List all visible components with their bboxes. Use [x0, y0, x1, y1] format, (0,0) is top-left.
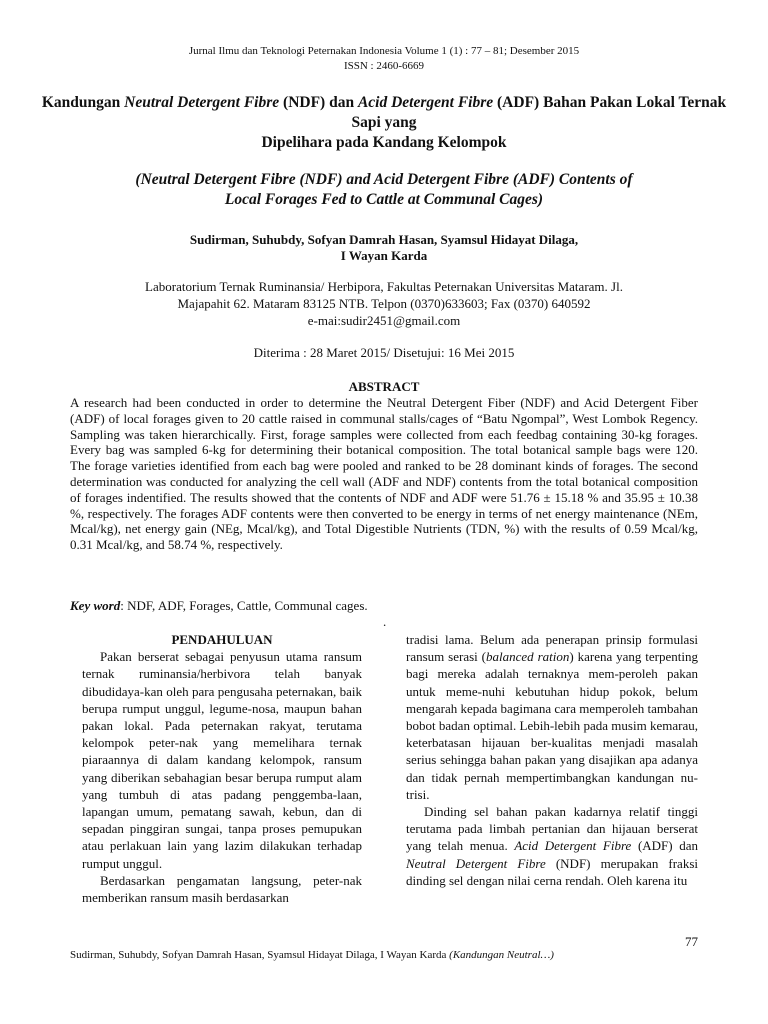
title-part4: Acid Detergent Fibre: [357, 94, 494, 111]
right-column: [406, 631, 698, 889]
page-number: 77: [685, 934, 698, 949]
footer-short-title: (Kandungan Neutral…): [449, 949, 554, 961]
issn: ISSN : 2460-6669: [343, 60, 425, 72]
abstract-text: A research had been conducted in order to determine the Neutral Detergent Fiber (NDF) and Acid Detergent Fiber (ADF) of local forages given to 20 cattle raised in communal stalls/cages of “Batu Ngompal”, West Lombok Regency. Sampling was taken hierarchically. First, forage samples were collected from each feedbag containing 30-kg forages. Every bag was sampled 6-kg for determining their botanical composition. The total botanical sample bags were 120. The forage varieties identified from each bag were pooled and ranked to be 28 dominant kinds of forages. The second determination was conducted for analyzing the cell wall (ADF and NDF) contents from the total botanical composition of forages indentified. The results showed that the contents of NDF and ADF were 51.76 ± 15.18 % and 35.95 ± 10.38 %, respectively. The forages ADF contents were then converted to be energy in terms of net energy maintenance (NEm, Mcal/kg), net energy gain (NEg, Mcal/kg), and Total Digestible Nutrients (TDN, %) with the results of 0.59 Mcal/kg, 0.31 Mcal/kg, and 58.74 %, respectively.: [70, 395, 698, 553]
title-part1: Kandungan: [41, 94, 125, 111]
english-title-line2: Local Forages Fed to Cattle at Communal Cages): [224, 191, 544, 208]
authors-line1: Sudirman, Suhubdy, Sofyan Damrah Hasan, Syamsul Hidayat Dilaga,: [189, 232, 579, 247]
abstract-heading: ABSTRACT: [348, 379, 420, 394]
affiliation-line2: Majapahit 62. Mataram 83125 NTB. Telpon (0370)633603; Fax (0370) 640592: [177, 296, 591, 311]
right-p2-mid: (ADF) dan: [631, 838, 699, 854]
right-paragraph-2: [406, 803, 698, 889]
title-part5: (ADF) Bahan Pakan Lokal Ternak Sapi yang: [351, 94, 727, 131]
keywords-list: : NDF, ADF, Forages, Cattle, Communal cages.: [120, 598, 368, 613]
right-p2-italic-ndf: Neutral Detergent Fibre: [406, 855, 546, 871]
footer-authors: Sudirman, Suhubdy, Sofyan Damrah Hasan, Syamsul Hidayat Dilaga, I Wayan Karda: [70, 949, 450, 961]
english-title-line1: (Neutral Detergent Fibre (NDF) and Acid Detergent Fibre (ADF) Contents of: [135, 171, 633, 188]
keywords-label: Key word: [70, 598, 121, 613]
authors: [100, 232, 668, 264]
title-part2: Neutral Detergent Fibre: [124, 94, 280, 111]
affiliation-line1: Laboratorium Ternak Ruminansia/ Herbipora, Fakultas Peternakan Universitas Mataram. Jl.: [145, 279, 623, 294]
right-p2-start: Dinding sel bahan pakan kadarnya relatif tinggi terutama pada limbah pertanian dan hijauan berserat yang telah menua.: [406, 804, 698, 854]
received-accepted-dates: Diterima : 28 Maret 2015/ Disetujui: 16 Mei 2015: [253, 345, 515, 360]
left-paragraph-2: Berdasarkan pengamatan langsung, peter-nak memberikan ransum masih berdasarkan: [82, 872, 362, 906]
keywords: [70, 598, 698, 614]
right-p1-end: ) karena yang terpenting bagi mereka adalah ternaknya mem-peroleh pakan untuk meme-nuhi kebutuhan hidup pokok, belum mengarah kepada bagimana cara memperoleh tambahan bobot badan optimal. Lebih-lebih pada musim kemarau, keterbatasan hijauan ber-kualitas menjadi masalah serius sehingga bahan pakan yang disajikan apa adanya dan tidak pernah mempertimbangkan kandungan nu-trisi.: [406, 649, 699, 802]
right-p2-end: (NDF) merupakan fraksi dinding sel dengan nilai cerna rendah. Oleh karena itu: [406, 855, 698, 888]
separator-dot: .: [383, 614, 387, 629]
title-line3: Dipelihara pada Kandang Kelompok: [261, 134, 507, 151]
title-part3: (NDF) dan: [279, 94, 358, 111]
abstract-body: [70, 395, 698, 553]
authors-line2: I Wayan Karda: [340, 248, 428, 263]
footer-citation: [70, 948, 698, 962]
affiliation-email: e-mai:sudir2451@gmail.com: [307, 313, 461, 328]
left-paragraph-1: Pakan berserat sebagai penyusun utama ransum ternak ruminansia/herbivora telah banyak dibudidaya-kan oleh para pengusaha peternakan, baik berupa rumput unggul, legume-nosa, maupun bahan pakan lokal. Pada peternakan rakyat, terutama kelompok peter-nak yang memelihara ternak piaraannya di dalam kandang kelompok, ransum yang diberikan sebahagian besar berupa rumput alam yang tumbuh di atas padang penggemba-laan, lapangan umum, pematang sawah, kebun, dan di sepadan pinggiran sungai, tanpa proses pemupukan atau perlakuan lain yang lazim dilakukan terhadap rumput unggul.: [82, 649, 362, 871]
right-p1-start: tradisi lama. Belum ada penerapan prinsip formulasi ransum serasi (: [406, 632, 698, 665]
right-p1-italic: balanced ration: [486, 649, 570, 665]
left-column: [82, 631, 362, 906]
right-p2-italic-adf: Acid Detergent Fibre: [514, 838, 632, 854]
section-heading-pendahuluan: PENDAHULUAN: [171, 632, 273, 647]
right-paragraph-1: [406, 631, 698, 803]
paper-title: [40, 93, 728, 153]
journal-citation: Jurnal Ilmu dan Teknologi Peternakan Indonesia Volume 1 (1) : 77 – 81; Desember 2015: [188, 45, 580, 57]
english-title: [60, 170, 708, 210]
affiliation: [90, 278, 678, 329]
